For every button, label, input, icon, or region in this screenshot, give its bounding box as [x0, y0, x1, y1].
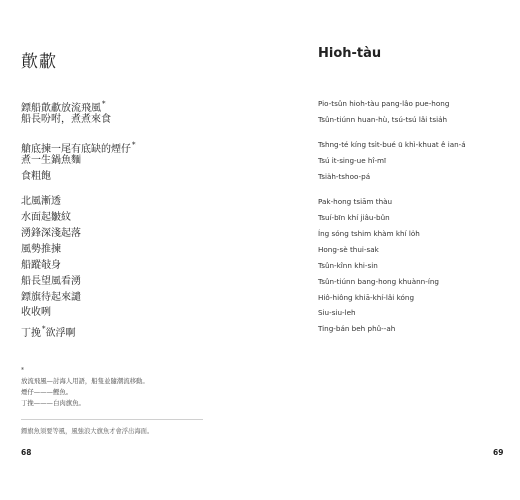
- stanza-4-chinese: [21, 305, 76, 337]
- poem-line: Hong-sè thui-sak: [318, 245, 379, 254]
- poem-line: 鏢船歕歗放流飛風*: [21, 100, 106, 114]
- poem-line: Tsú i̍t-sing-ue hî-mī: [318, 156, 387, 165]
- poem-line: Pio-tsûn hioh-tàu pang-lâo pue-hong: [318, 99, 450, 108]
- note-item: 丁挽———白肉旗魚。: [21, 399, 85, 407]
- note-item: 煙仔———鰹魚。: [21, 388, 73, 396]
- glossary-notes: [21, 366, 149, 409]
- poem-line: Hiô-hiông khiā-khí-lâi kóng: [318, 293, 415, 302]
- poem-line: Tsia̍h-tshoo-pá: [318, 172, 371, 181]
- poem-line: 船長吩咐，煮煮來食: [21, 114, 111, 125]
- poem-line: Tsûn-tiúnn huan-hù, tsú-tsú lâi tsia̍h: [318, 115, 448, 124]
- poem-line: Tsûn-kînn khi-sin: [318, 261, 378, 270]
- footnote-mark: *: [102, 100, 106, 108]
- page-title-chinese: 歕歗: [21, 52, 57, 72]
- poem-line: Tsûn-tiúnn bang-hong khuànn-íng: [318, 277, 439, 286]
- stanza-4-romanized: [318, 305, 395, 337]
- poem-line: 湧鋒深淺起落: [21, 228, 81, 239]
- stanza-2-chinese: [21, 137, 136, 185]
- page-number-right: 69: [493, 448, 504, 457]
- footnote-divider: [21, 419, 203, 420]
- poem-line: 丁挽*欲浮啊: [21, 325, 76, 339]
- stanza-3-chinese: [21, 194, 81, 306]
- poem-line: 收收咧: [21, 307, 51, 318]
- poem-line: 北風漸透: [21, 196, 61, 207]
- poem-line: 風勢推揀: [21, 244, 61, 255]
- poem-line: 船蹤敧身: [21, 260, 61, 271]
- stanza-1-romanized: [318, 96, 449, 128]
- footnote-text: 鏢旗魚須要等風，風強浪大旗魚才會浮出海面。: [21, 428, 154, 435]
- poem-line: Íng sóng tshim khàm khí lo̍h: [318, 229, 420, 238]
- footnote-mark: *: [132, 141, 136, 149]
- poem-line: 水面起皺紋: [21, 212, 71, 223]
- page-title-romanized: Hioh-tàu: [318, 46, 382, 61]
- footnote-mark: *: [42, 325, 46, 333]
- stanza-3-romanized: [318, 194, 439, 306]
- poem-line: Tsuí-bīn khí jiâu-bûn: [318, 213, 390, 222]
- poem-line: Tshng-té kíng tsi̍t-bué ū khì-khuat ê ian-á: [318, 140, 466, 149]
- poem-line: 船長望風看湧: [21, 276, 81, 287]
- stanza-2-romanized: [318, 137, 466, 185]
- poem-line: 食粗飽: [21, 171, 51, 182]
- poem-line: Siu-siu-leh: [318, 308, 356, 317]
- poem-line: 艙底揀一尾有底缺的煙仔*: [21, 141, 136, 155]
- poem-line: 煮一生鍋魚麵: [21, 155, 81, 166]
- stanza-1-chinese: [21, 96, 111, 128]
- note-item: 放流飛風—討海人用語，船隻並隨潮流移動。: [21, 377, 149, 385]
- poem-line: 鏢旗待起來譴: [21, 292, 81, 303]
- notes-marker: *: [21, 367, 24, 374]
- poem-line: Pak-hong tsiām thàu: [318, 197, 393, 206]
- poem-line: Ting-bán beh phû--ah: [318, 324, 396, 333]
- page-number-left: 68: [21, 448, 32, 457]
